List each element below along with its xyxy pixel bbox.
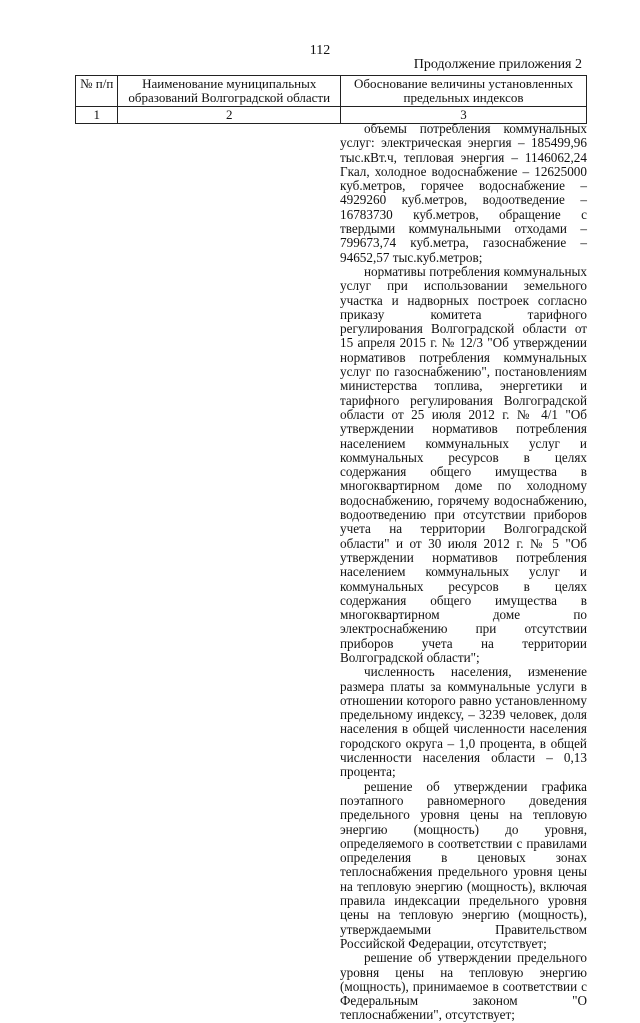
paragraph-heat-price-limit: решение об утверждении предельного уровня цены на тепловую энергию (мощность), принимаемое в соответствии с Федеральным законом "О теплоснабжении", отсутствует; xyxy=(340,950,587,1023)
paragraph-heat-price-schedule: решение об утверждении графика поэтапного равномерного доведения предельного уровня цены на тепловую энергию (мощность) до уровня, определяемого в соответствии с правилами определения в ценовых зонах теплоснабжения предельного уровня цены на тепловую энергию (мощность), включая правила индексации предельного уровня цены на тепловую энергию (мощность), утверждаемыми Правительством Российской Федерации, отсутствует; xyxy=(340,778,587,951)
col-justification-header: Обоснование величины установленных предельных индексов xyxy=(341,76,587,107)
continuation-caption: Продолжение приложения 2 xyxy=(413,57,582,72)
header-table xyxy=(75,75,587,124)
col-municipality-header: Наименование муниципальных образований Волгоградской области xyxy=(118,76,341,107)
col-number-header: № п/п xyxy=(76,76,118,107)
page-number: 112 xyxy=(309,43,331,58)
col-index-3: 3 xyxy=(341,107,587,124)
col-index-2: 2 xyxy=(118,107,341,124)
paragraph-consumption-norms: нормативы потребления коммунальных услуг при использовании земельного участка и надворных построек согласно приказу комитета тарифного регулирования Волгоградской области от 15 апреля 2015 г. № 12/3 "Об утверждении нормативов потребления коммунальных услуг по газоснабжению", постановлениям министерства топлива, энергетики и тарифного регулирования Волгоградской области от 25 июля 2012 г. № 4/1 "Об утверждении нормативов потребления населением коммунальных услуг и коммунальных ресурсов в целях содержания общего имущества в многоквартирном доме по холодному водоснабжению, горячему водоснабжению, водоотведению при отсутствии приборов учета на территории Волгоградской области" и от 30 июля 2012 г. № 5 "Об утверждении нормативов потребления населением коммунальных услуг и коммунальных ресурсов в целях содержания общего имущества в многоквартирном доме по электроснабжению при отсутствии приборов учета на территории Волгоградской области"; xyxy=(340,263,587,665)
justification-text xyxy=(340,122,587,1023)
col-index-1: 1 xyxy=(76,107,118,124)
paragraph-population: численность населения, изменение размера платы за коммунальные услуги в отношении которого равно установленному предельному индексу, – 3239 человек, доля населения в общей численности населения городского округа – 1,0 процента, в общей численности населения области – 0,13 процента; xyxy=(340,664,587,780)
header-title-row xyxy=(76,76,587,107)
paragraph-consumption-volumes: объемы потребления коммунальных услуг: электрическая энергия – 185499,96 тыс.кВт.ч, тепловая энергия – 1146062,24 Гкал, холодное водоснабжение – 12625000 куб.метров, горячее водоснабжение – 4929260 куб.метров, водоотведение – 16783730 куб.метров, обращение с твердыми коммунальными отходами – 799673,74 куб.метра, газоснабжение – 94652,57 тыс.куб.метров; xyxy=(340,121,587,265)
